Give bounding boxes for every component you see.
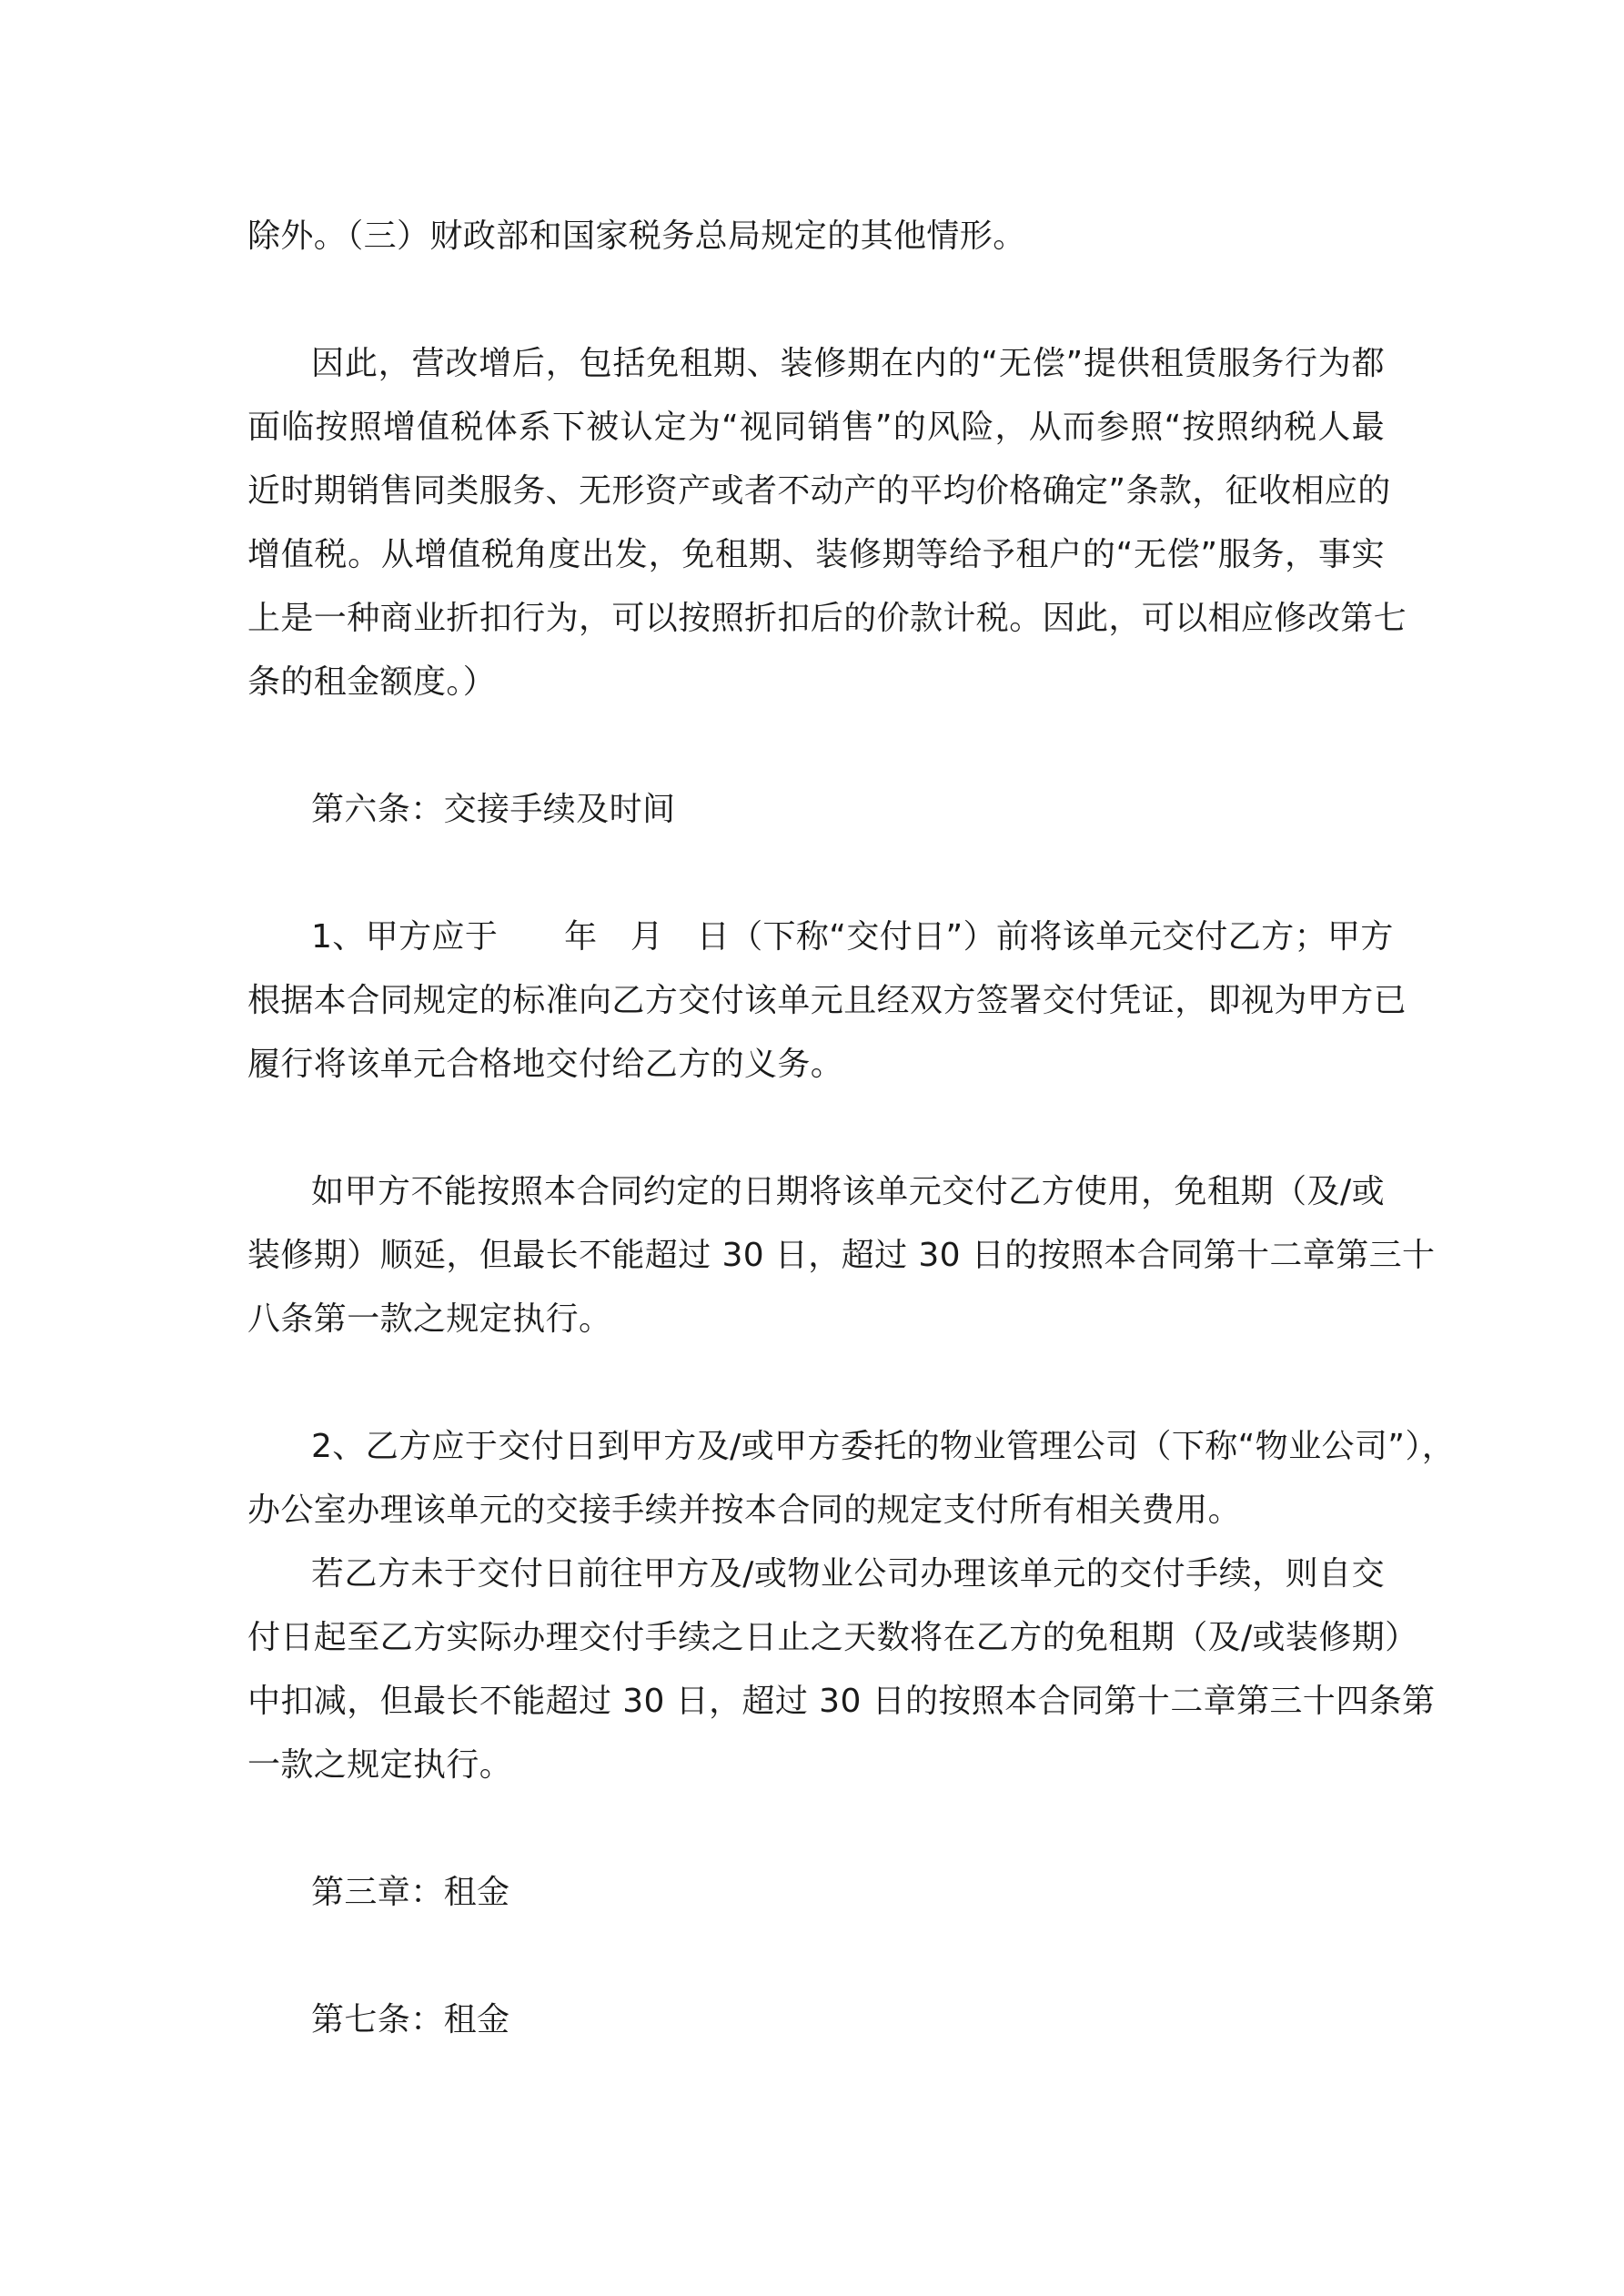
text-line: 履行将该单元合格地交付给乙方的义务。	[247, 1046, 844, 1083]
section-heading: 第七条：租金	[311, 2001, 510, 2038]
text-line: 装修期）顺延，但最长不能超过 30 日，超过 30 日的按照本合同第十二章第三十	[247, 1237, 1436, 1274]
text-line: 付日起至乙方实际办理交付手续之日止之天数将在乙方的免租期（及/或装修期）	[247, 1619, 1418, 1656]
text-line: 条的租金额度。）	[247, 663, 497, 701]
text-line: 面临按照增值税体系下被认定为“视同销售”的风险，从而参照“按照纳税人最	[247, 409, 1385, 446]
text-line: 因此，营改增后，包括免租期、装修期在内的“无偿”提供租赁服务行为都	[311, 345, 1385, 382]
text-line: 1、甲方应于 年 月 日（下称“交付日”）前将该单元交付乙方；甲方	[311, 918, 1394, 956]
text-line: 增值税。从增值税角度出发，免租期、装修期等给予租户的“无偿”服务，事实	[247, 536, 1385, 573]
text-line: 上是一种商业折扣行为，可以按照折扣后的价款计税。因此，可以相应修改第七	[247, 600, 1407, 637]
text-line: 中扣减，但最长不能超过 30 日，超过 30 日的按照本合同第十二章第三十四条第	[247, 1683, 1436, 1720]
text-line: 如甲方不能按照本合同约定的日期将该单元交付乙方使用，免租期（及/或	[311, 1173, 1385, 1210]
text-line: 近时期销售同类服务、无形资产或者不动产的平均价格确定”条款，征收相应的	[247, 472, 1391, 510]
text-line: 除外。（三）财政部和国家税务总局规定的其他情形。	[247, 217, 1026, 255]
text-line: 办公室办理该单元的交接手续并按本合同的规定支付所有相关费用。	[247, 1492, 1242, 1529]
section-heading: 第六条：交接手续及时间	[311, 791, 676, 828]
text-line: 若乙方未于交付日前往甲方及/或物业公司办理该单元的交付手续，则自交	[311, 1555, 1385, 1593]
text-line: 八条第一款之规定执行。	[247, 1300, 612, 1338]
text-line: 2、乙方应于交付日到甲方及/或甲方委托的物业管理公司（下称“物业公司”），	[311, 1428, 1456, 1465]
chapter-heading: 第三章：租金	[311, 1874, 510, 1911]
text-line: 根据本合同规定的标准向乙方交付该单元且经双方签署交付凭证，即视为甲方已	[247, 982, 1407, 1019]
text-line: 一款之规定执行。	[247, 1746, 513, 1784]
